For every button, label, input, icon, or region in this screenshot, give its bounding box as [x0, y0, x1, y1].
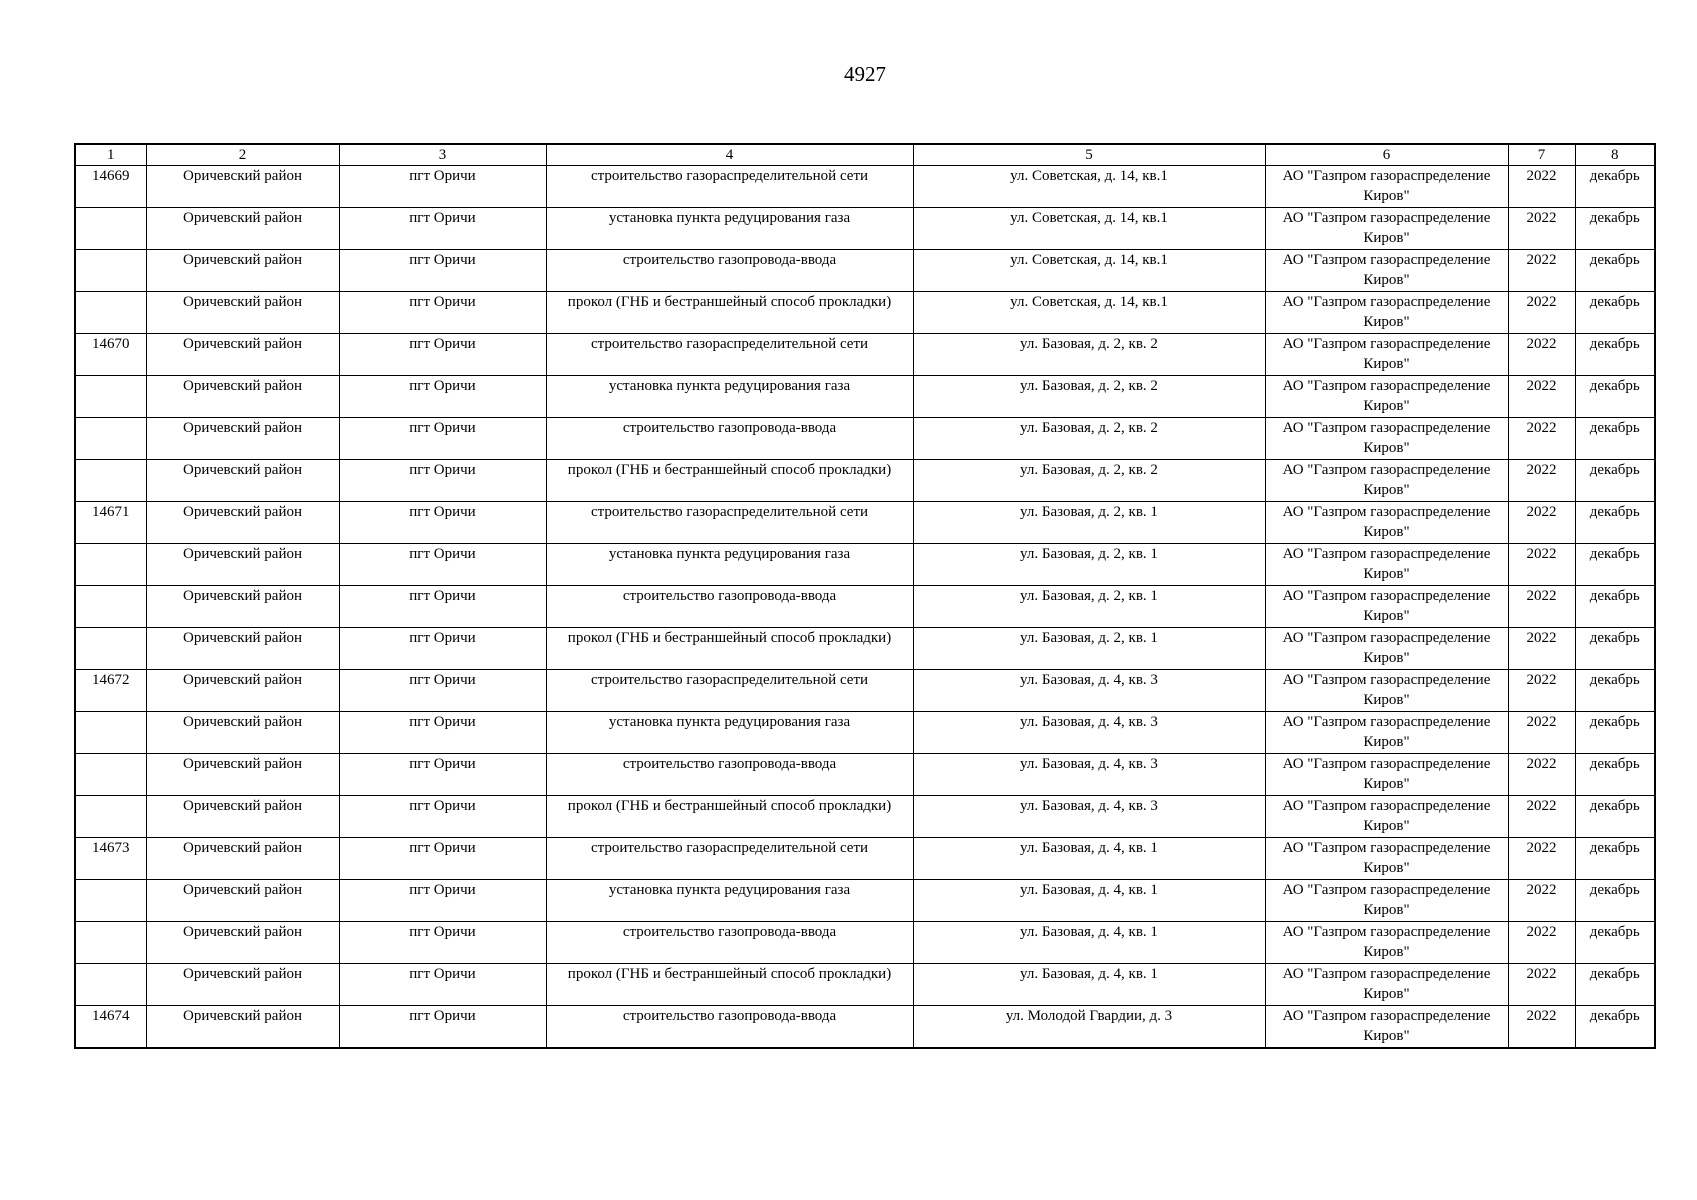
work-type-cell: установка пункта редуцирования газа: [546, 712, 913, 754]
year-cell: 2022: [1508, 628, 1575, 670]
data-table: [74, 143, 1656, 1049]
table-row: [75, 964, 1655, 1006]
row-number-cell: [75, 376, 146, 418]
year-cell: 2022: [1508, 250, 1575, 292]
organization-cell: АО "Газпром газораспределение Киров": [1265, 544, 1508, 586]
row-number-cell: [75, 922, 146, 964]
table-row: [75, 544, 1655, 586]
month-cell: декабрь: [1575, 838, 1655, 880]
year-cell: 2022: [1508, 166, 1575, 208]
work-type-cell: установка пункта редуцирования газа: [546, 544, 913, 586]
month-cell: декабрь: [1575, 208, 1655, 250]
column-header: 1: [75, 144, 146, 166]
organization-cell: АО "Газпром газораспределение Киров": [1265, 208, 1508, 250]
year-cell: 2022: [1508, 502, 1575, 544]
address-cell: ул. Базовая, д. 2, кв. 1: [913, 628, 1265, 670]
column-header: 4: [546, 144, 913, 166]
year-cell: 2022: [1508, 586, 1575, 628]
organization-cell: АО "Газпром газораспределение Киров": [1265, 292, 1508, 334]
work-type-cell: прокол (ГНБ и бестраншейный способ прокладки): [546, 292, 913, 334]
locality-cell: пгт Оричи: [339, 712, 546, 754]
table-row: [75, 334, 1655, 376]
month-cell: декабрь: [1575, 250, 1655, 292]
column-header: 6: [1265, 144, 1508, 166]
locality-cell: пгт Оричи: [339, 670, 546, 712]
address-cell: ул. Базовая, д. 2, кв. 2: [913, 418, 1265, 460]
row-number-cell: 14672: [75, 670, 146, 712]
locality-cell: пгт Оричи: [339, 796, 546, 838]
table-row: [75, 838, 1655, 880]
work-type-cell: строительство газораспределительной сети: [546, 166, 913, 208]
row-number-cell: [75, 544, 146, 586]
year-cell: 2022: [1508, 460, 1575, 502]
locality-cell: пгт Оричи: [339, 292, 546, 334]
year-cell: 2022: [1508, 712, 1575, 754]
month-cell: декабрь: [1575, 292, 1655, 334]
row-number-cell: [75, 292, 146, 334]
row-number-cell: [75, 250, 146, 292]
year-cell: 2022: [1508, 418, 1575, 460]
district-cell: Оричевский район: [146, 670, 339, 712]
district-cell: Оричевский район: [146, 628, 339, 670]
locality-cell: пгт Оричи: [339, 1006, 546, 1048]
table-row: [75, 460, 1655, 502]
organization-cell: АО "Газпром газораспределение Киров": [1265, 670, 1508, 712]
table-row: [75, 166, 1655, 208]
district-cell: Оричевский район: [146, 922, 339, 964]
address-cell: ул. Базовая, д. 2, кв. 1: [913, 586, 1265, 628]
locality-cell: пгт Оричи: [339, 334, 546, 376]
organization-cell: АО "Газпром газораспределение Киров": [1265, 250, 1508, 292]
header-row: [75, 144, 1655, 166]
organization-cell: АО "Газпром газораспределение Киров": [1265, 712, 1508, 754]
address-cell: ул. Базовая, д. 4, кв. 1: [913, 964, 1265, 1006]
year-cell: 2022: [1508, 292, 1575, 334]
table-row: [75, 670, 1655, 712]
district-cell: Оричевский район: [146, 796, 339, 838]
row-number-cell: 14670: [75, 334, 146, 376]
table-row: [75, 712, 1655, 754]
organization-cell: АО "Газпром газораспределение Киров": [1265, 964, 1508, 1006]
year-cell: 2022: [1508, 1006, 1575, 1048]
month-cell: декабрь: [1575, 964, 1655, 1006]
work-type-cell: строительство газопровода-ввода: [546, 586, 913, 628]
table-row: [75, 796, 1655, 838]
work-type-cell: строительство газопровода-ввода: [546, 250, 913, 292]
work-type-cell: строительство газораспределительной сети: [546, 502, 913, 544]
organization-cell: АО "Газпром газораспределение Киров": [1265, 166, 1508, 208]
organization-cell: АО "Газпром газораспределение Киров": [1265, 796, 1508, 838]
table-row: [75, 628, 1655, 670]
row-number-cell: [75, 586, 146, 628]
address-cell: ул. Базовая, д. 2, кв. 2: [913, 376, 1265, 418]
work-type-cell: прокол (ГНБ и бестраншейный способ прокладки): [546, 628, 913, 670]
month-cell: декабрь: [1575, 712, 1655, 754]
work-type-cell: строительство газораспределительной сети: [546, 334, 913, 376]
organization-cell: АО "Газпром газораспределение Киров": [1265, 334, 1508, 376]
work-type-cell: строительство газораспределительной сети: [546, 670, 913, 712]
row-number-cell: 14674: [75, 1006, 146, 1048]
year-cell: 2022: [1508, 376, 1575, 418]
column-header: 3: [339, 144, 546, 166]
table-row: [75, 208, 1655, 250]
address-cell: ул. Советская, д. 14, кв.1: [913, 166, 1265, 208]
address-cell: ул. Советская, д. 14, кв.1: [913, 292, 1265, 334]
locality-cell: пгт Оричи: [339, 838, 546, 880]
address-cell: ул. Базовая, д. 4, кв. 1: [913, 838, 1265, 880]
column-header: 7: [1508, 144, 1575, 166]
organization-cell: АО "Газпром газораспределение Киров": [1265, 418, 1508, 460]
table-row: [75, 250, 1655, 292]
row-number-cell: [75, 712, 146, 754]
year-cell: 2022: [1508, 544, 1575, 586]
organization-cell: АО "Газпром газораспределение Киров": [1265, 502, 1508, 544]
month-cell: декабрь: [1575, 1006, 1655, 1048]
work-type-cell: строительство газопровода-ввода: [546, 922, 913, 964]
year-cell: 2022: [1508, 880, 1575, 922]
work-type-cell: строительство газопровода-ввода: [546, 754, 913, 796]
month-cell: декабрь: [1575, 418, 1655, 460]
district-cell: Оричевский район: [146, 544, 339, 586]
work-type-cell: прокол (ГНБ и бестраншейный способ прокладки): [546, 964, 913, 1006]
organization-cell: АО "Газпром газораспределение Киров": [1265, 922, 1508, 964]
locality-cell: пгт Оричи: [339, 880, 546, 922]
row-number-cell: 14671: [75, 502, 146, 544]
locality-cell: пгт Оричи: [339, 376, 546, 418]
work-type-cell: установка пункта редуцирования газа: [546, 208, 913, 250]
year-cell: 2022: [1508, 796, 1575, 838]
locality-cell: пгт Оричи: [339, 922, 546, 964]
district-cell: Оричевский район: [146, 502, 339, 544]
month-cell: декабрь: [1575, 670, 1655, 712]
district-cell: Оричевский район: [146, 250, 339, 292]
organization-cell: АО "Газпром газораспределение Киров": [1265, 586, 1508, 628]
work-type-cell: установка пункта редуцирования газа: [546, 376, 913, 418]
month-cell: декабрь: [1575, 544, 1655, 586]
work-type-cell: строительство газопровода-ввода: [546, 1006, 913, 1048]
row-number-cell: [75, 880, 146, 922]
locality-cell: пгт Оричи: [339, 418, 546, 460]
address-cell: ул. Базовая, д. 4, кв. 1: [913, 922, 1265, 964]
organization-cell: АО "Газпром газораспределение Киров": [1265, 838, 1508, 880]
district-cell: Оричевский район: [146, 1006, 339, 1048]
row-number-cell: [75, 964, 146, 1006]
district-cell: Оричевский район: [146, 418, 339, 460]
table-row: [75, 754, 1655, 796]
year-cell: 2022: [1508, 964, 1575, 1006]
organization-cell: АО "Газпром газораспределение Киров": [1265, 376, 1508, 418]
district-cell: Оричевский район: [146, 460, 339, 502]
district-cell: Оричевский район: [146, 754, 339, 796]
address-cell: ул. Базовая, д. 2, кв. 1: [913, 502, 1265, 544]
address-cell: ул. Базовая, д. 4, кв. 1: [913, 880, 1265, 922]
month-cell: декабрь: [1575, 460, 1655, 502]
address-cell: ул. Советская, д. 14, кв.1: [913, 208, 1265, 250]
address-cell: ул. Базовая, д. 2, кв. 2: [913, 460, 1265, 502]
column-header: 8: [1575, 144, 1655, 166]
table-row: [75, 586, 1655, 628]
table-row: [75, 292, 1655, 334]
month-cell: декабрь: [1575, 376, 1655, 418]
column-header: 5: [913, 144, 1265, 166]
organization-cell: АО "Газпром газораспределение Киров": [1265, 1006, 1508, 1048]
row-number-cell: [75, 460, 146, 502]
year-cell: 2022: [1508, 208, 1575, 250]
year-cell: 2022: [1508, 754, 1575, 796]
year-cell: 2022: [1508, 670, 1575, 712]
district-cell: Оричевский район: [146, 376, 339, 418]
address-cell: ул. Базовая, д. 4, кв. 3: [913, 670, 1265, 712]
district-cell: Оричевский район: [146, 586, 339, 628]
district-cell: Оричевский район: [146, 292, 339, 334]
year-cell: 2022: [1508, 334, 1575, 376]
district-cell: Оричевский район: [146, 334, 339, 376]
year-cell: 2022: [1508, 838, 1575, 880]
month-cell: декабрь: [1575, 166, 1655, 208]
locality-cell: пгт Оричи: [339, 544, 546, 586]
month-cell: декабрь: [1575, 502, 1655, 544]
locality-cell: пгт Оричи: [339, 964, 546, 1006]
table-row: [75, 418, 1655, 460]
table-row: [75, 922, 1655, 964]
table-row: [75, 376, 1655, 418]
locality-cell: пгт Оричи: [339, 460, 546, 502]
organization-cell: АО "Газпром газораспределение Киров": [1265, 460, 1508, 502]
table-row: [75, 502, 1655, 544]
address-cell: ул. Базовая, д. 4, кв. 3: [913, 754, 1265, 796]
address-cell: ул. Базовая, д. 2, кв. 2: [913, 334, 1265, 376]
month-cell: декабрь: [1575, 880, 1655, 922]
table-row: [75, 1006, 1655, 1048]
year-cell: 2022: [1508, 922, 1575, 964]
row-number-cell: [75, 628, 146, 670]
organization-cell: АО "Газпром газораспределение Киров": [1265, 754, 1508, 796]
district-cell: Оричевский район: [146, 838, 339, 880]
address-cell: ул. Советская, д. 14, кв.1: [913, 250, 1265, 292]
locality-cell: пгт Оричи: [339, 166, 546, 208]
locality-cell: пгт Оричи: [339, 250, 546, 292]
work-type-cell: строительство газопровода-ввода: [546, 418, 913, 460]
month-cell: декабрь: [1575, 796, 1655, 838]
column-header: 2: [146, 144, 339, 166]
row-number-cell: 14673: [75, 838, 146, 880]
address-cell: ул. Базовая, д. 4, кв. 3: [913, 796, 1265, 838]
locality-cell: пгт Оричи: [339, 208, 546, 250]
page-number: 4927: [844, 62, 886, 86]
locality-cell: пгт Оричи: [339, 754, 546, 796]
organization-cell: АО "Газпром газораспределение Киров": [1265, 880, 1508, 922]
month-cell: декабрь: [1575, 922, 1655, 964]
work-type-cell: прокол (ГНБ и бестраншейный способ прокладки): [546, 460, 913, 502]
district-cell: Оричевский район: [146, 712, 339, 754]
work-type-cell: прокол (ГНБ и бестраншейный способ прокладки): [546, 796, 913, 838]
locality-cell: пгт Оричи: [339, 586, 546, 628]
district-cell: Оричевский район: [146, 964, 339, 1006]
row-number-cell: [75, 208, 146, 250]
row-number-cell: [75, 754, 146, 796]
district-cell: Оричевский район: [146, 880, 339, 922]
work-type-cell: установка пункта редуцирования газа: [546, 880, 913, 922]
locality-cell: пгт Оричи: [339, 502, 546, 544]
work-type-cell: строительство газораспределительной сети: [546, 838, 913, 880]
district-cell: Оричевский район: [146, 166, 339, 208]
organization-cell: АО "Газпром газораспределение Киров": [1265, 628, 1508, 670]
month-cell: декабрь: [1575, 334, 1655, 376]
address-cell: ул. Молодой Гвардии, д. 3: [913, 1006, 1265, 1048]
table-body: [75, 166, 1655, 1048]
locality-cell: пгт Оричи: [339, 628, 546, 670]
address-cell: ул. Базовая, д. 4, кв. 3: [913, 712, 1265, 754]
row-number-cell: [75, 796, 146, 838]
month-cell: декабрь: [1575, 754, 1655, 796]
table-row: [75, 880, 1655, 922]
month-cell: декабрь: [1575, 586, 1655, 628]
row-number-cell: 14669: [75, 166, 146, 208]
district-cell: Оричевский район: [146, 208, 339, 250]
row-number-cell: [75, 418, 146, 460]
month-cell: декабрь: [1575, 628, 1655, 670]
address-cell: ул. Базовая, д. 2, кв. 1: [913, 544, 1265, 586]
